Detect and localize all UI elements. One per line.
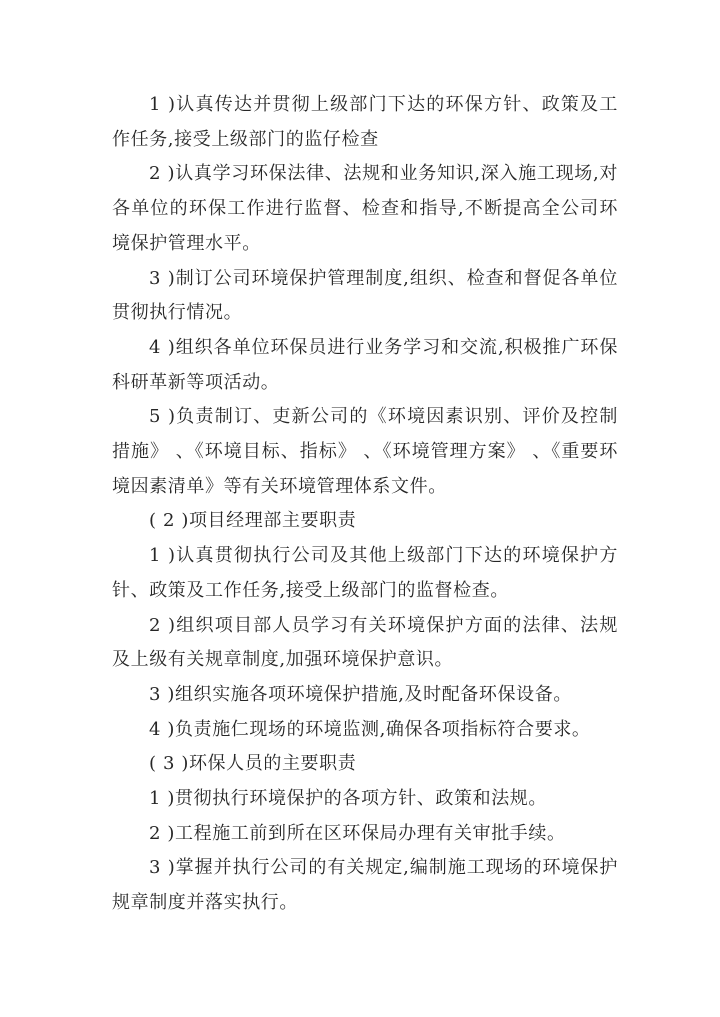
paragraph: 4 )组织各单位环保员进行业务学习和交流,积极推广环保科研革新等项活动。 bbox=[112, 336, 618, 393]
paragraph: 3 )制订公司环境保护管理制度,组织、检查和督促各单位贯彻执行情况。 bbox=[112, 267, 618, 324]
paragraph: 2 )组织项目部人员学习有关环境保护方面的法律、法规及上级有关规章制度,加强环境保护意识。 bbox=[112, 614, 618, 671]
document-body bbox=[112, 88, 618, 921]
section-heading: ( 3 )环保人员的主要职责 bbox=[149, 753, 357, 775]
paragraph: 2 )工程施工前到所在区环保局办理有关审批手续。 bbox=[149, 822, 566, 844]
section-heading: ( 2 )项目经理部主要职责 bbox=[149, 510, 357, 532]
paragraph: 1 )认真贯彻执行公司及其他上级部门下达的环境保护方针、政策及工作任务,接受上级部门的监督检查。 bbox=[112, 545, 618, 601]
paragraph: 1 )贯彻执行环境保护的各项方针、政策和法规。 bbox=[149, 788, 547, 810]
paragraph: 4 )负责施仁现场的环境监测,确保各项指标符合要求。 bbox=[149, 718, 591, 740]
paragraph: 5 )负责制订、吏新公司的《环境因素识别、评价及控制措施》 、《环境目标、指标》 、《环境管理方案》 、《重要环境因素清单》等有关环境管理体系文件。 bbox=[112, 406, 618, 497]
paragraph: 3 )组织实施各项环境保护措施,及时配备环保设备。 bbox=[149, 683, 572, 705]
paragraph: 3 )掌握并执行公司的有关规定,编制施工现场的环境保护规章制度并落实执行。 bbox=[112, 857, 618, 914]
paragraph: 1 )认真传达并贯彻上级部门下达的环保方针、政策及工作任务,接受上级部门的监仔检查 bbox=[112, 94, 618, 150]
paragraph: 2 )认真学习环保法律、法规和业务知识,深入施工现场,对各单位的环保工作进行监督、检查和指导,不断提高全公司环境保护管理水平。 bbox=[112, 163, 618, 254]
